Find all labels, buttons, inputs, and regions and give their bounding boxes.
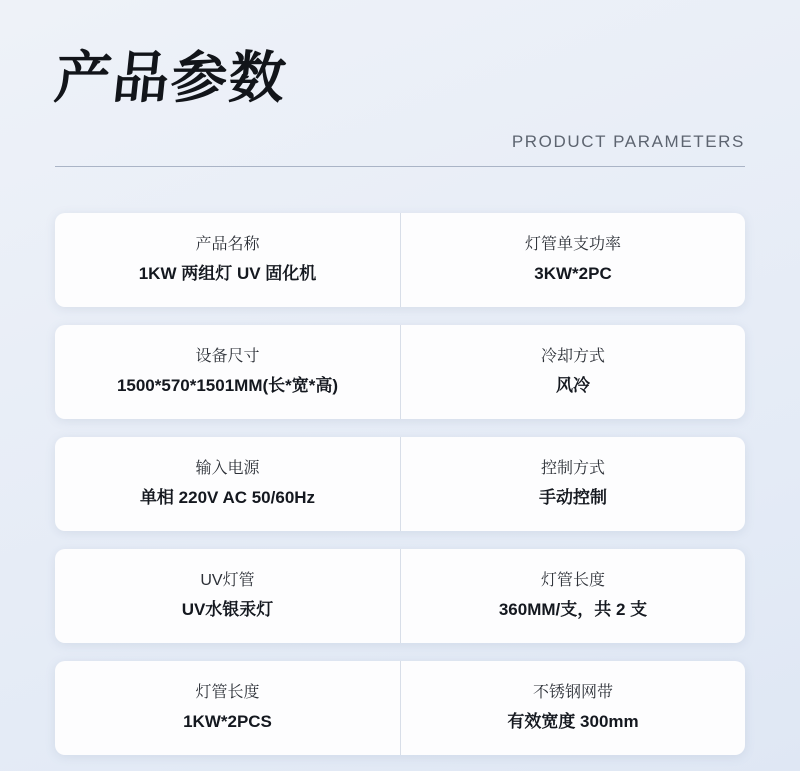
parameters-list [55,213,745,755]
parameter-label: UV灯管 [200,572,255,590]
parameter-label: 不锈钢网带 [532,684,613,702]
parameter-cell [400,549,745,643]
page-title-english: PRODUCT PARAMETERS [511,132,745,151]
parameter-value: 单相 220V AC 50/60Hz [139,488,316,508]
table-row [55,549,745,643]
parameter-label: 灯管长度 [195,684,260,702]
parameter-value: 360MM/支，共 2 支 [498,600,648,620]
parameter-value: 有效宽度 300mm [507,712,639,732]
parameter-value: 手动控制 [539,488,607,508]
table-row [55,213,745,307]
parameter-cell [400,661,745,755]
table-row [55,325,745,419]
page-title: 产品参数 [51,46,291,111]
parameter-cell [55,549,400,643]
table-row [55,437,745,531]
header-divider [55,166,745,167]
parameter-label: 灯管单支功率 [524,236,621,254]
parameter-label: 产品名称 [195,236,260,254]
parameter-value: 风冷 [556,376,590,396]
parameter-label: 控制方式 [540,460,605,478]
table-row [55,661,745,755]
parameter-value: 1KW 两组灯 UV 固化机 [138,264,317,284]
parameter-cell [400,213,745,307]
parameter-value: UV水银汞灯 [181,600,274,620]
parameter-cell [55,661,400,755]
page-header [51,0,745,158]
parameter-label: 冷却方式 [540,348,605,366]
parameter-label: 设备尺寸 [195,348,260,366]
parameter-cell [55,325,400,419]
parameter-label: 输入电源 [195,460,260,478]
parameter-value: 1500*570*1501MM(长*宽*高) [116,376,339,396]
parameter-cell [55,213,400,307]
parameter-value: 3KW*2PC [534,264,612,284]
parameter-label: 灯管长度 [540,572,605,590]
parameter-cell [400,437,745,531]
parameter-cell [400,325,745,419]
parameter-value: 1KW*2PCS [183,712,272,732]
parameter-cell [55,437,400,531]
